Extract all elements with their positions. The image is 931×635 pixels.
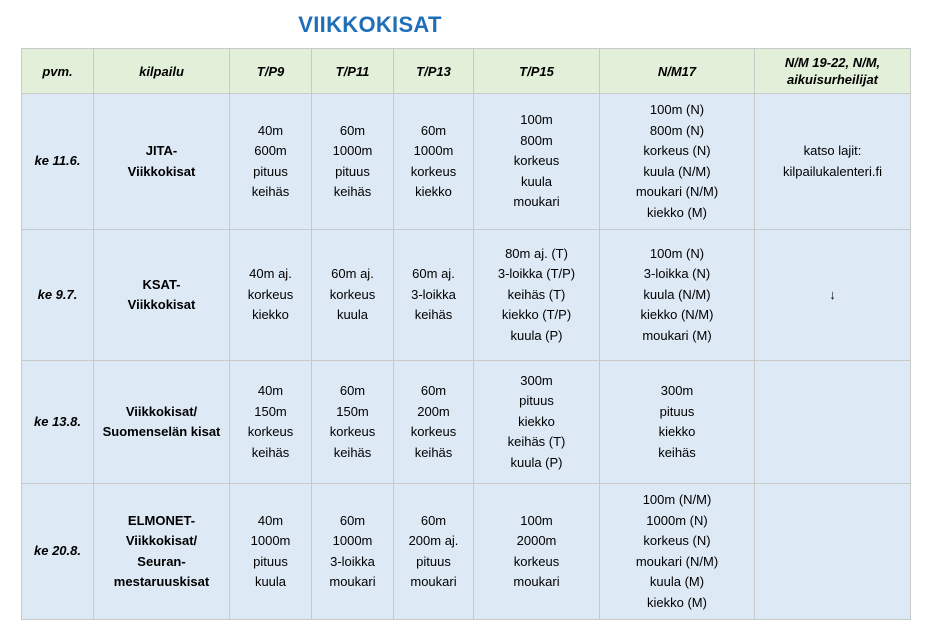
cell-line: kiekko	[252, 307, 289, 323]
cell-line: kiekko	[518, 413, 555, 429]
cell-line: 3-loikka	[330, 553, 375, 569]
cell-line: Viikkokisat	[127, 297, 196, 312]
date-cell: ke 9.7.	[22, 230, 94, 361]
cell-line: kuula (P)	[510, 327, 563, 343]
cell-line: korkeus	[247, 424, 294, 439]
tp13-events-cell	[394, 94, 474, 230]
tp13-events-cell	[394, 361, 474, 484]
competition-schedule-table	[21, 48, 911, 620]
header-row	[22, 49, 911, 94]
cell-line: keihäs	[333, 184, 372, 199]
adult-events-cell	[755, 361, 911, 484]
tp15-events-cell	[474, 230, 600, 361]
cell-line: 60m	[339, 122, 366, 138]
cell-line: moukari	[329, 574, 376, 589]
tp9-events-cell	[230, 484, 312, 620]
cell-line: kuula	[336, 307, 369, 323]
cell-line: 1000m	[332, 533, 373, 548]
cell-line: moukari	[513, 574, 560, 589]
tp15-events-cell	[474, 484, 600, 620]
cell-line: moukari (N/M)	[635, 184, 719, 199]
competition-cell	[94, 361, 230, 484]
cell-line: 60m aj.	[412, 266, 455, 282]
cell-line: 80m aj. (T)	[505, 245, 568, 261]
cell-line: Viikkokisat/	[125, 533, 198, 548]
cell-line: korkeus (N)	[643, 143, 711, 158]
cell-line: 300m	[660, 383, 694, 398]
cell-line: keihäs (T)	[507, 434, 566, 450]
tp11-events-cell	[312, 230, 394, 361]
competition-cell	[94, 230, 230, 361]
nm17-events-cell	[600, 484, 755, 620]
cell-line: moukari (N/M)	[635, 553, 719, 569]
cell-line: kiekko (T/P)	[501, 307, 572, 323]
cell-line: korkeus	[410, 163, 457, 179]
nm17-events-cell	[600, 230, 755, 361]
cell-line: 150m	[336, 403, 369, 419]
cell-line: 40m	[257, 122, 284, 138]
cell-line: keihäs	[414, 444, 453, 460]
tp13-events-cell	[394, 230, 474, 361]
cell-line: 100m (N)	[649, 245, 705, 261]
cell-line: pituus	[659, 403, 695, 419]
cell-line: 100m (N/M)	[642, 492, 712, 507]
cell-line: 3-loikka (N)	[643, 266, 711, 282]
cell-line: 60m	[339, 383, 366, 398]
cell-line: 60m	[420, 512, 447, 528]
cell-line: 1000m (N)	[646, 512, 708, 528]
cell-line: 800m	[520, 132, 553, 148]
tp9-events-cell	[230, 361, 312, 484]
competition-cell	[94, 94, 230, 230]
header-nm17: N/M17	[600, 49, 755, 94]
header-date: pvm.	[22, 49, 94, 94]
table-row	[22, 230, 911, 361]
cell-line: kuula	[254, 574, 287, 589]
cell-line: pituus	[416, 553, 451, 569]
adult-events-cell	[755, 484, 911, 620]
tp13-events-cell	[394, 484, 474, 620]
cell-line: 40m aj.	[249, 266, 292, 282]
cell-line: kiekko (M)	[647, 594, 707, 610]
table-row	[22, 361, 911, 484]
cell-line: kiekko (N/M)	[640, 307, 714, 323]
tp15-events-cell	[474, 94, 600, 230]
cell-line: korkeus	[329, 286, 376, 302]
page-title: VIIKKOKISAT	[298, 12, 442, 37]
cell-line: kuula (M)	[649, 574, 705, 589]
cell-line: pituus	[253, 163, 288, 179]
cell-line: mestaruuskisat	[113, 574, 210, 589]
cell-line: korkeus	[247, 286, 294, 302]
cell-line: pituus	[253, 553, 288, 569]
tp9-events-cell	[230, 230, 312, 361]
cell-line: 300m	[520, 372, 553, 388]
cell-line: kuula	[520, 173, 553, 189]
cell-line: keihäs (T)	[507, 286, 566, 302]
cell-line: KSAT-	[142, 276, 181, 292]
cell-line: 1000m	[332, 143, 373, 158]
cell-line: kuula (P)	[510, 454, 563, 470]
cell-line: 100m	[520, 512, 553, 528]
cell-line: 150m	[254, 403, 287, 419]
cell-line: keihäs	[414, 307, 453, 323]
cell-line: korkeus	[513, 553, 560, 569]
nm17-events-cell	[600, 94, 755, 230]
cell-line: 200m aj.	[408, 533, 459, 548]
cell-line: korkeus	[513, 153, 560, 169]
cell-line: 60m	[339, 512, 366, 528]
header-tp11: T/P11	[312, 49, 394, 94]
cell-line: Viikkokisat/	[125, 403, 198, 419]
cell-line: 40m	[257, 512, 284, 528]
cell-line: 800m (N)	[649, 122, 705, 138]
cell-line: 60m	[420, 383, 447, 398]
cell-line: moukari (M)	[642, 327, 712, 343]
cell-line: 100m (N)	[649, 102, 705, 117]
nm17-events-cell	[600, 361, 755, 484]
table-row	[22, 484, 911, 620]
header-tp15: T/P15	[474, 49, 600, 94]
cell-line: kiekko	[658, 424, 696, 439]
cell-line: 200m	[417, 403, 450, 419]
cell-line: korkeus (N)	[643, 533, 711, 548]
competition-cell	[94, 484, 230, 620]
cell-line: 60m aj.	[331, 266, 374, 282]
cell-line: kiekko	[415, 184, 452, 199]
cell-line: JITA-	[145, 143, 178, 158]
cell-line: 3-loikka	[411, 286, 456, 302]
cell-line: 60m	[420, 122, 447, 138]
cell-line: 600m	[254, 143, 287, 158]
cell-line: keihäs	[251, 444, 290, 460]
cell-line: ELMONET-	[127, 512, 196, 528]
cell-line: korkeus	[329, 424, 376, 439]
cell-line: 40m	[257, 383, 284, 398]
cell-line: keihäs	[658, 444, 696, 460]
cell-line: katso lajit:	[803, 143, 862, 158]
cell-line: Seuran-	[137, 553, 186, 569]
cell-line: moukari	[410, 574, 457, 589]
arrow-down-icon: ↓	[829, 286, 836, 302]
table-row	[22, 94, 911, 230]
header-tp13: T/P13	[394, 49, 474, 94]
tp11-events-cell	[312, 94, 394, 230]
cell-line: 1000m	[250, 533, 291, 548]
tp11-events-cell	[312, 361, 394, 484]
cell-line: kilpailukalenteri.fi	[783, 163, 882, 179]
tp9-events-cell	[230, 94, 312, 230]
header-tp9: T/P9	[230, 49, 312, 94]
cell-line: 2000m	[516, 533, 557, 548]
header-adult: N/M 19-22, N/M, aikuisurheilijat	[755, 49, 911, 94]
date-cell: ke 13.8.	[22, 361, 94, 484]
cell-line: kuula (N/M)	[643, 163, 711, 179]
cell-line: 1000m	[413, 143, 454, 158]
cell-line: Viikkokisat	[127, 163, 196, 179]
cell-line: pituus	[519, 393, 554, 409]
cell-line: moukari	[513, 194, 560, 210]
cell-line: kiekko (M)	[647, 204, 707, 220]
date-cell: ke 11.6.	[22, 94, 94, 230]
cell-line: korkeus	[410, 424, 457, 439]
tp15-events-cell	[474, 361, 600, 484]
cell-line: 3-loikka (T/P)	[497, 266, 576, 282]
header-competition: kilpailu	[94, 49, 230, 94]
cell-line: kuula (N/M)	[643, 286, 711, 302]
cell-line: keihäs	[333, 444, 372, 460]
adult-events-cell	[755, 94, 911, 230]
cell-line: 100m	[520, 112, 553, 128]
adult-events-cell	[755, 230, 911, 361]
cell-line: Suomenselän kisat	[102, 424, 221, 439]
date-cell: ke 20.8.	[22, 484, 94, 620]
cell-line: pituus	[335, 163, 370, 179]
cell-line: keihäs	[251, 184, 290, 199]
tp11-events-cell	[312, 484, 394, 620]
